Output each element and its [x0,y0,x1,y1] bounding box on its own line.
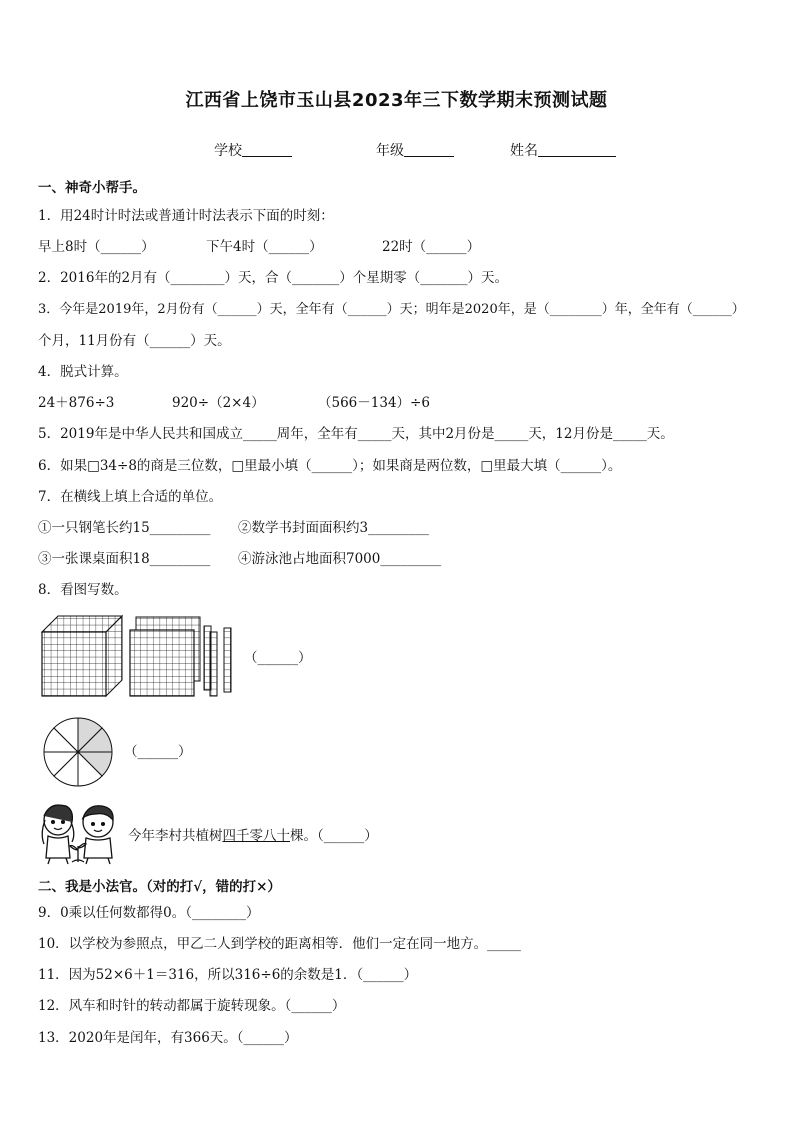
question-7d: ④游泳池占地面积7000_________ [238,551,442,567]
question-10: 10．以学校为参照点，甲乙二人到学校的距离相等．他们一定在同一地方。_____ [38,936,521,952]
question-3-line-1: 3．今年是2019年，2月份有（______）天，全年有（______）天；明年是2020年，是（________）年，全年有（______） [38,302,745,317]
name-label: 姓名 [510,143,538,159]
question-8: 8．看图写数。 [38,582,128,598]
grade-label: 年级 [376,143,404,159]
grade-field [376,140,454,160]
question-13: 13．2020年是闰年，有366天。（______） [38,1030,298,1046]
fraction-circle [38,716,120,790]
base-ten-blocks [38,612,242,702]
question-8c-prefix: 今年李村共植树 [128,828,223,844]
question-3-line-2: 个月，11月份有（______）天。 [38,333,231,349]
question-7: 7．在横线上填上合适的单位。 [38,489,223,505]
question-4a: 24＋876÷3 [38,395,115,411]
section-1-heading: 一、神奇小帮手。 [38,180,146,196]
question-1c: 22时（______） [382,239,481,255]
name-blank[interactable] [538,156,616,157]
question-1b: 下午4时（______） [206,239,323,255]
question-5: 5．2019年是中华人民共和国成立_____周年，全年有_____天，其中2月份是_____天，12月份是_____天。 [38,426,674,442]
question-1: 1．用24时计时法或普通计时法表示下面的时刻： [38,208,334,224]
question-8c-number-words: 四千零八十 [222,828,290,844]
question-7c: ③一张课桌面积18_________ [38,551,211,567]
school-field [214,140,292,160]
question-8c-suffix: 棵。（______） [290,828,378,844]
question-8b-answer[interactable]: （______） [124,744,192,760]
question-7a: ①一只钢笔长约15_________ [38,520,211,536]
question-6: 6．如果□34÷8的商是三位数，□里最小填（______）；如果商是两位数，□里最大填（______）。 [38,458,622,474]
question-9: 9．0乘以任何数都得0。（________） [38,905,260,921]
ten-rod-icon [204,626,231,696]
question-4b: 920÷（2×4） [172,395,265,411]
school-label: 学校 [214,143,242,159]
circle-fraction-icon [44,718,112,786]
name-field [510,140,616,160]
children-illustration [36,800,124,866]
question-7b: ②数学书封面面积约3_________ [238,520,429,536]
question-8a-answer[interactable]: （______） [244,650,312,666]
school-blank[interactable] [242,156,292,157]
question-12: 12．风车和时针的转动都属于旋转现象。（______） [38,998,346,1014]
page-title: 江西省上饶市玉山县2023年三下数学期末预测试题 [185,90,608,111]
question-4: 4．脱式计算。 [38,364,128,380]
children-planting-icon [42,805,113,864]
question-1a: 早上8时（______） [38,239,155,255]
question-4c: （566－134）÷6 [318,395,430,411]
thousand-cube-icon [42,616,122,696]
hundred-flat-icon [130,617,200,696]
question-11: 11．因为52×6＋1＝316，所以316÷6的余数是1．（______） [38,967,418,983]
grade-blank[interactable] [404,156,454,157]
question-8c [128,826,378,846]
section-2-heading: 二、我是小法官。（对的打√，错的打×） [38,879,281,895]
question-2: 2．2016年的2月有（________）天，合（_______）个星期零（_______）天。 [38,270,509,286]
